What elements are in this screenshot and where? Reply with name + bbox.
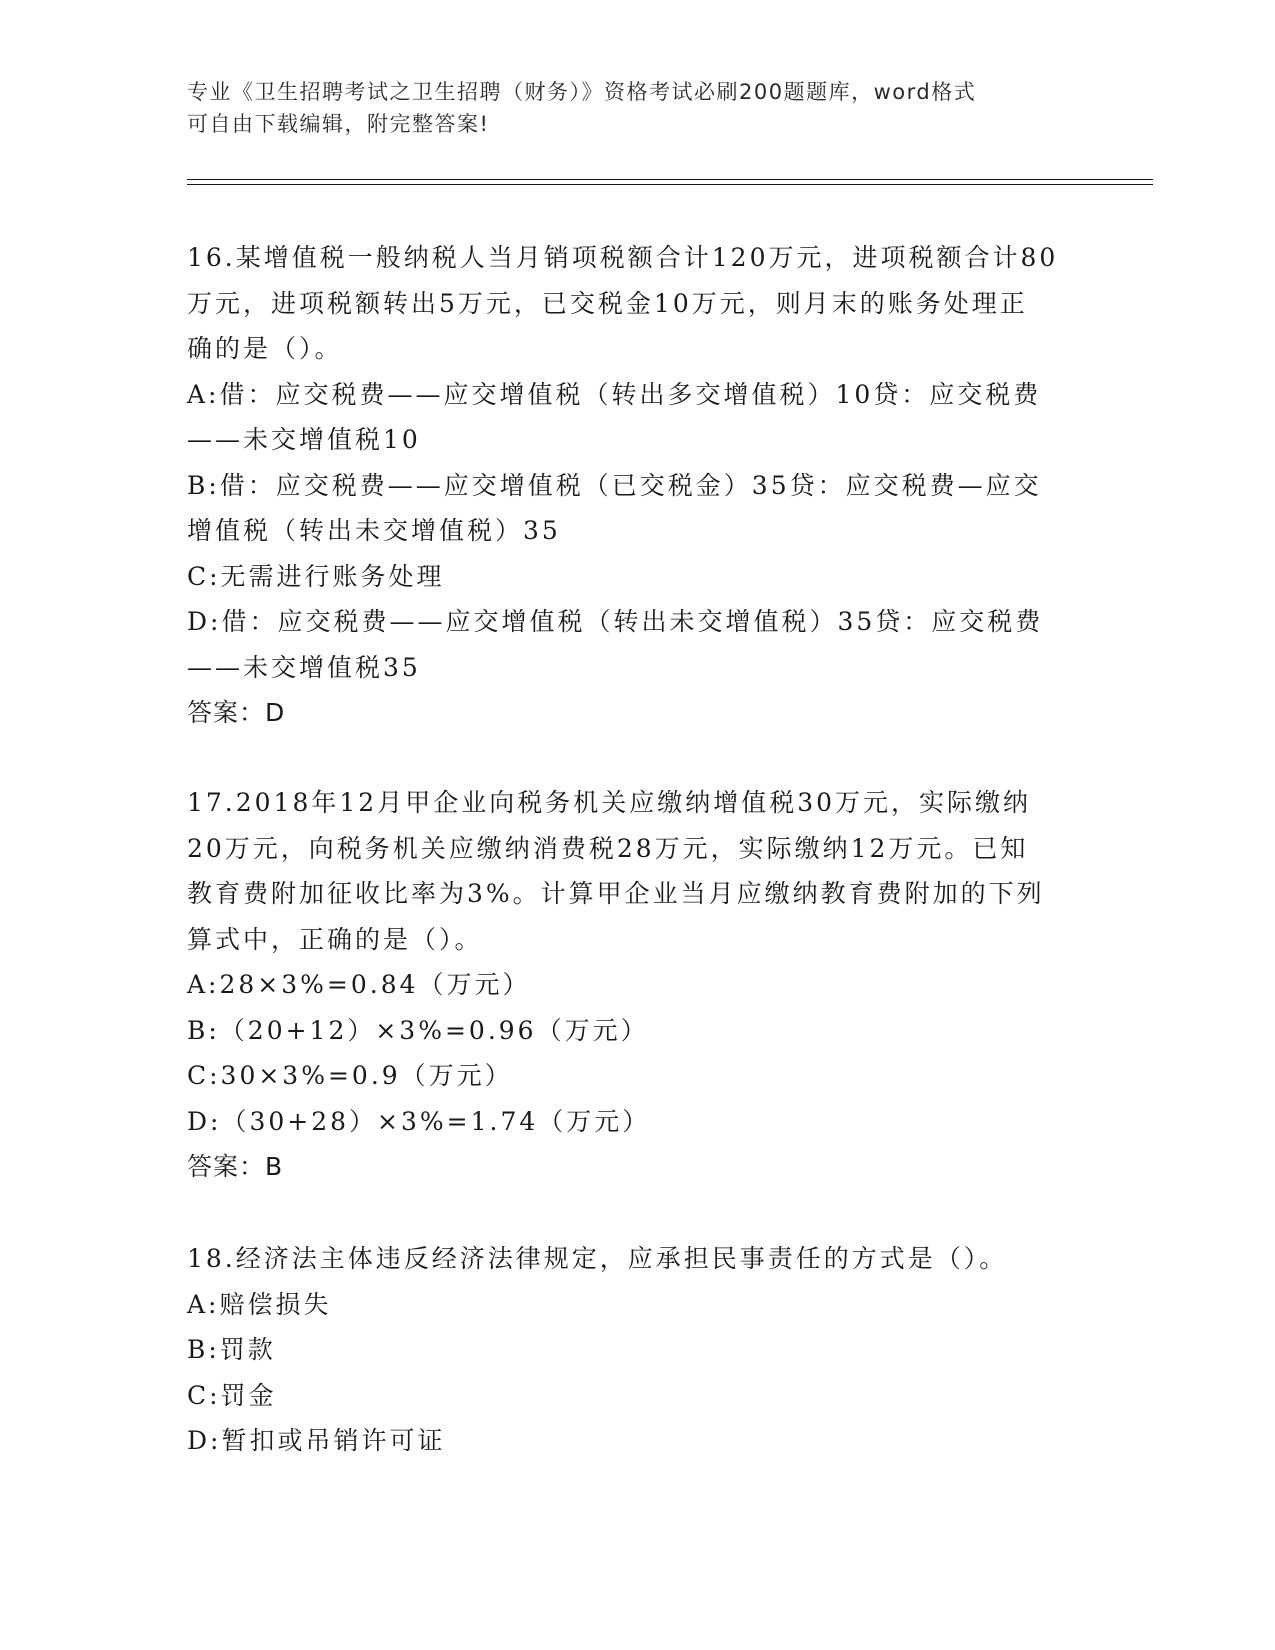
option-line: C:罚金 [187,1380,277,1410]
option-line: A:借：应交税费——应交增值税（转出多交增值税）10贷：应交税费 [187,379,1042,409]
option-a [187,962,1087,1008]
option-line: ——未交增值税35 [187,652,421,682]
question-stem-line: 20万元，向税务机关应缴纳消费税28万元，实际缴纳12万元。已知 [187,833,1029,863]
document-header [187,76,1057,140]
option-b [187,1327,1087,1373]
option-line: D:（30+28）×3%=1.74（万元） [187,1106,651,1136]
question-stem-line: 确的是（）。 [187,334,343,363]
header-divider-top [187,179,1153,180]
option-c [187,1053,1087,1099]
option-d [187,1099,1087,1145]
option-c [187,1373,1087,1419]
option-a [187,372,1087,463]
option-line: D:暂扣或吊销许可证 [187,1426,446,1455]
answer-line: 答案：B [187,1152,284,1181]
header-divider-bottom [187,184,1153,185]
option-line: C:30×3%=0.9（万元） [187,1061,513,1090]
option-line: D:借：应交税费——应交增值税（转出未交增值税）35贷：应交税费 [187,607,1044,636]
option-line: A:28×3%=0.84（万元） [187,970,531,999]
option-d [187,1418,1087,1464]
option-a [187,1282,1087,1328]
header-line-1: 专业《卫生招聘考试之卫生招聘（财务）》资格考试必刷200题题库，word格式 [187,80,977,104]
option-line: B:借：应交税费——应交增值税（已交税金）35贷：应交税费—应交 [187,470,1042,500]
question-stem-line: 16.某增值税一般纳税人当月销项税额合计120万元，进项税额合计80 [187,243,1059,272]
option-line: A:赔偿损失 [187,1289,332,1319]
option-line: 增值税（转出未交增值税）35 [187,516,561,545]
option-line: B:（20+12）×3%=0.96（万元） [187,1015,649,1045]
answer-line: 答案：D [187,698,286,727]
option-d [187,599,1087,690]
question-stem-line: 算式中，正确的是（）。 [187,924,483,954]
question-stem-line: 教育费附加征收比率为3%。计算甲企业当月应缴纳教育费附加的下列 [187,879,1045,908]
option-line: C:无需进行账务处理 [187,561,445,591]
header-line-2: 可自由下载编辑，附完整答案! [187,112,490,136]
question-stem-line: 17.2018年12月甲企业向税务机关应缴纳增值税30万元，实际缴纳 [187,788,1032,817]
question-17 [187,780,1087,1190]
option-b [187,463,1087,554]
option-line: ——未交增值税10 [187,425,421,454]
option-c [187,554,1087,600]
question-stem-line: 万元，进项税额转出5万元，已交税金10万元，则月末的账务处理正 [187,288,1028,318]
option-b [187,1008,1087,1054]
question-16 [187,235,1087,736]
option-line: B:罚款 [187,1335,276,1364]
question-18 [187,1236,1087,1464]
question-stem-line: 18.经济法主体违反经济法律规定，应承担民事责任的方式是（）。 [187,1244,1008,1273]
